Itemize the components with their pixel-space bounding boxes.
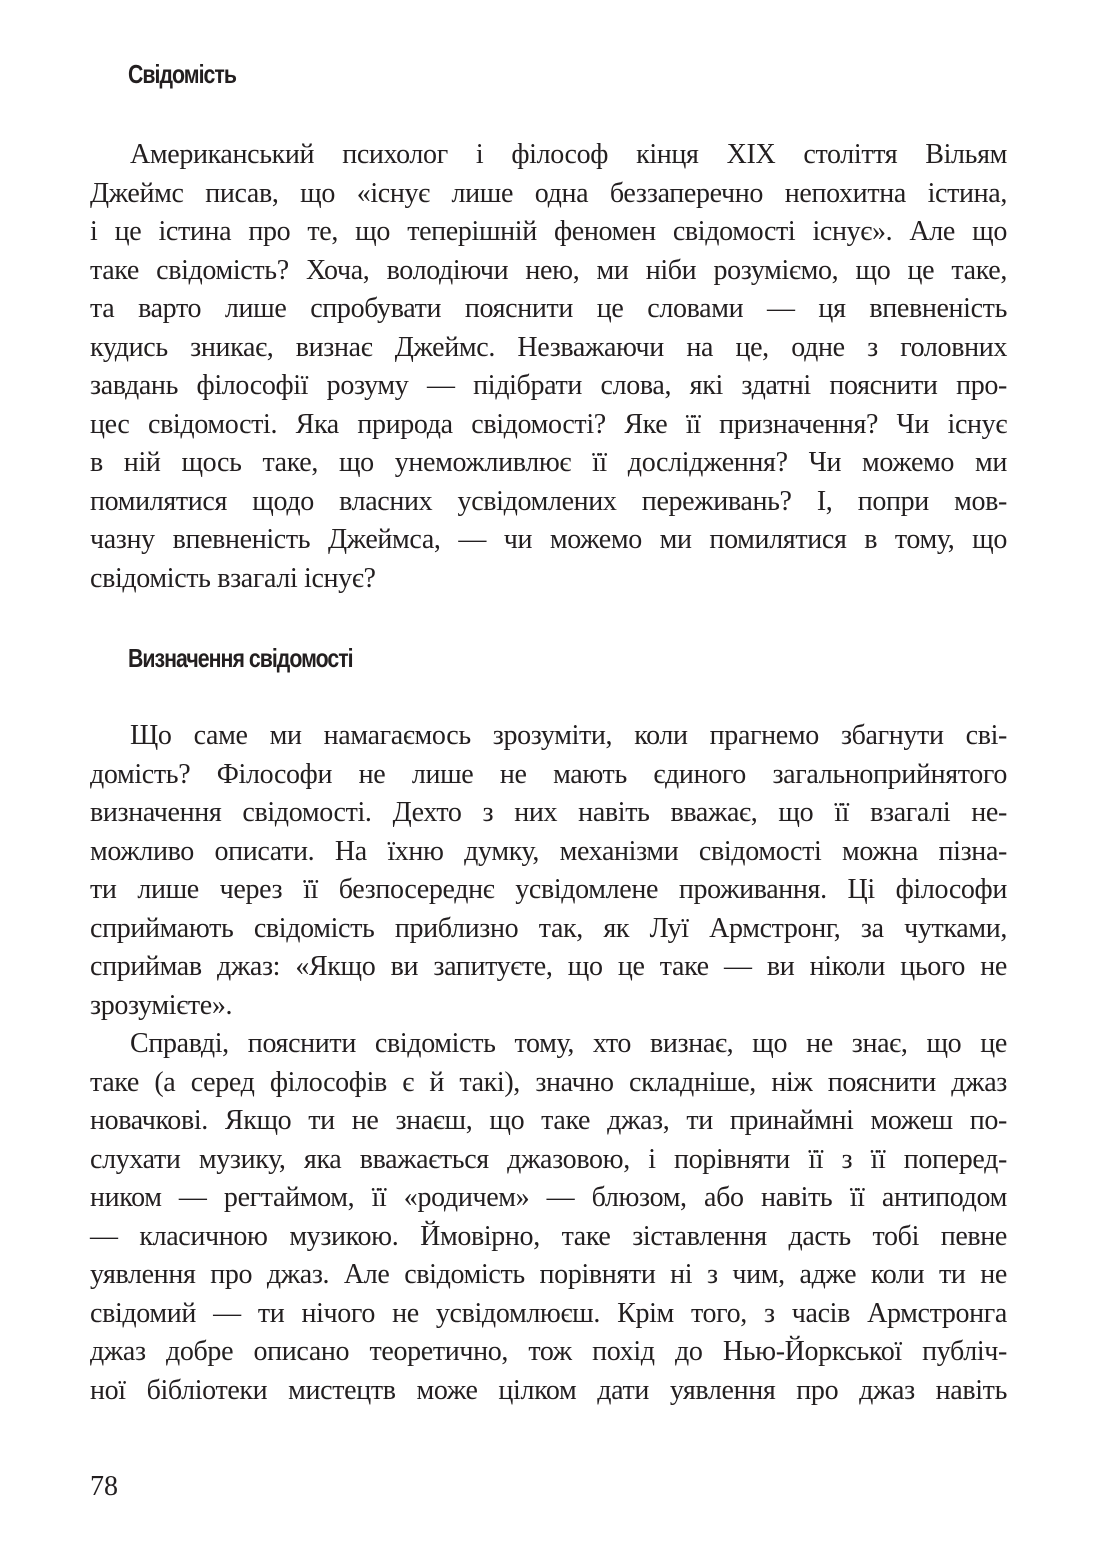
text-line: ної бібліотеки мистецтв може цілком дати уявлення про джаз навіть: [90, 1374, 1007, 1406]
text-line: Справді, пояснити свідомість тому, хто визнає, що не знає, що це: [130, 1028, 1007, 1059]
text-line: і це істина про те, що теперішній феномен свідомості існує». Але що: [90, 216, 1007, 247]
text-line: ником — регтаймом, її «родичем» — блюзом, або навіть її антиподом: [90, 1182, 1007, 1213]
text-line: свідомість взагалі існує?: [90, 562, 376, 594]
text-line: помилятися щодо власних усвідомлених переживань? І, попри мов-: [90, 485, 1007, 517]
text-line: чазну впевненість Джеймса, — чи можемо ми помилятися в тому, що: [90, 524, 1007, 555]
text-line: в ній щось таке, що унеможливлює її дослідження? Чи можемо ми: [90, 447, 1007, 478]
text-line: — класичною музикою. Ймовірно, таке зіставлення дасть тобі певне: [90, 1220, 1007, 1252]
text-line: та варто лише спробувати пояснити це словами — ця впевненість: [90, 293, 1007, 324]
text-line: Джеймс писав, що «існує лише одна беззаперечно непохитна істина,: [90, 177, 1007, 209]
text-line: сприймав джаз: «Якщо ви запитуєте, що це таке — ви ніколи цього не: [90, 951, 1007, 982]
text-line: Американський психолог і філософ кінця XIX століття Вільям: [130, 139, 1007, 170]
text-line: новачкові. Якщо ти не знаєш, що таке джаз, ти принаймні можеш по-: [90, 1105, 1007, 1136]
section-heading-definition: Визначення свідомості: [128, 643, 353, 673]
section-heading-consciousness: Свідомість: [128, 59, 236, 89]
text-line: таке (а серед філософів є й такі), значно складніше, ніж пояснити джаз: [90, 1066, 1007, 1098]
text-line: кудись зникає, визнає Джеймс. Незважаючи на це, одне з головних: [90, 331, 1007, 363]
text-line: ти лише через її безпосереднє усвідомлене проживання. Ці філософи: [90, 874, 1007, 905]
text-line: цес свідомості. Яка природа свідомості? Яке її призначення? Чи існує: [90, 408, 1007, 440]
text-line: уявлення про джаз. Але свідомість порівняти ні з чим, адже коли ти не: [90, 1259, 1007, 1290]
paragraph-definition: [90, 717, 1007, 1410]
text-line: таке свідомість? Хоча, володіючи нею, ми ніби розуміємо, що це таке,: [90, 254, 1007, 286]
text-line: свідомий — ти нічого не усвідомлюєш. Крім того, з часів Армстронга: [90, 1297, 1007, 1329]
page-number: 78: [90, 1471, 118, 1502]
text-line: слухати музику, яка вважається джазовою, і порівняти її з її поперед-: [90, 1143, 1007, 1175]
paragraph-james: [90, 136, 1007, 598]
text-line: зрозумієте».: [90, 989, 233, 1021]
text-line: завдань філософії розуму — підібрати слова, які здатні пояснити про-: [90, 370, 1007, 401]
text-line: домість? Філософи не лише не мають єдиного загальноприйнятого: [90, 758, 1007, 790]
text-line: можливо описати. На їхню думку, механізми свідомості можна пізна-: [90, 835, 1007, 867]
text-line: визначення свідомості. Дехто з них навіть вважає, що її взагалі не-: [90, 797, 1007, 828]
text-line: джаз добре описано теоретично, тож похід до Нью-Йоркської публіч-: [90, 1336, 1007, 1367]
text-line: сприймають свідомість приблизно так, як Луї Армстронг, за чутками,: [90, 912, 1007, 944]
text-line: Що саме ми намагаємось зрозуміти, коли прагнемо збагнути сві-: [130, 720, 1007, 751]
